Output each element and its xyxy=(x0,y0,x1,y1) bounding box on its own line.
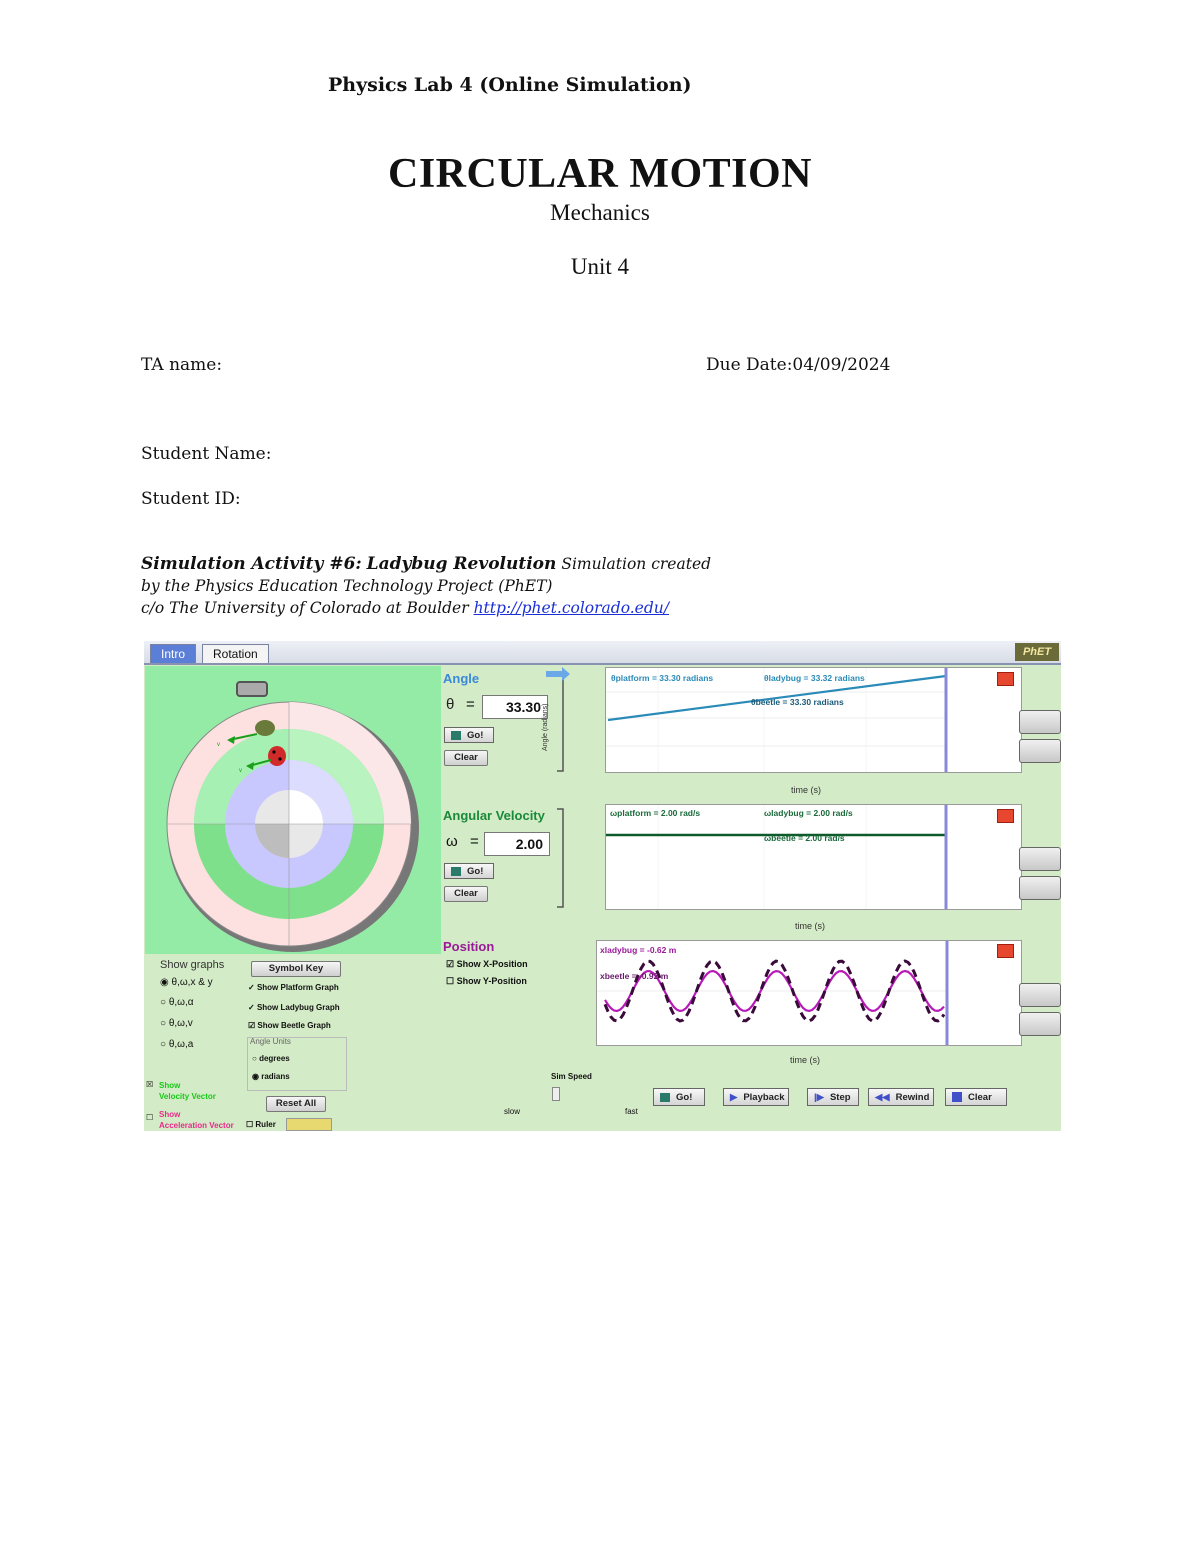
angvel-readout-ladybug: ωladybug = 2.00 rad/s xyxy=(764,808,853,818)
angle-readout-ladybug: θladybug = 33.32 radians xyxy=(764,673,865,683)
angvel-bracket xyxy=(549,807,571,909)
angle-go-button[interactable]: Go! xyxy=(444,727,494,743)
theta-symbol: θ xyxy=(446,696,455,713)
symbol-key-button[interactable]: Symbol Key xyxy=(251,961,341,977)
activity-label: Simulation Activity #6: xyxy=(141,554,362,574)
angle-equals: = xyxy=(466,696,475,713)
sim-speed-slider[interactable] xyxy=(552,1087,560,1101)
student-id-field: Student ID: xyxy=(141,489,241,509)
zoom-horizontal-button[interactable] xyxy=(1019,1012,1061,1036)
position-title: Position xyxy=(443,939,495,954)
show-ladybug-graph-checkbox[interactable]: ✓ Show Ladybug Graph xyxy=(248,1003,340,1012)
zoom-horizontal-button[interactable] xyxy=(1019,876,1061,900)
velocity-vector-checkbox[interactable]: ☒ xyxy=(146,1080,154,1089)
radio-theta-omega-alpha[interactable]: ○ θ,ω,α xyxy=(160,997,194,1008)
position-graph xyxy=(596,940,1022,1046)
activity-description xyxy=(141,553,711,619)
rotating-platform[interactable] xyxy=(145,666,441,954)
ladybug-icon xyxy=(268,746,286,766)
angvel-input[interactable]: 2.00 xyxy=(484,832,550,856)
show-x-position-checkbox[interactable]: ☑ Show X-Position xyxy=(446,959,528,969)
tab-bar xyxy=(144,641,1061,665)
angle-input[interactable]: 33.30 xyxy=(482,695,548,719)
angle-readout-beetle: θbeetle = 33.30 radians xyxy=(751,697,844,707)
angvel-equals: = xyxy=(470,833,479,850)
activity-line2: by the Physics Education Technology Project (PhET) xyxy=(141,577,553,595)
position-readout-ladybug: xladybug = -0.62 m xyxy=(600,945,677,955)
tab-rotation[interactable]: Rotation xyxy=(202,644,269,663)
angvel-go-button[interactable]: Go! xyxy=(444,863,494,879)
radio-radians[interactable]: ◉ radians xyxy=(252,1072,290,1081)
playback-button[interactable]: ▶ Playback xyxy=(723,1088,789,1106)
speed-slow-label: slow xyxy=(504,1107,521,1116)
sim-speed-label: Sim Speed xyxy=(551,1072,592,1081)
position-xlabel: time (s) xyxy=(790,1055,820,1065)
phet-link[interactable]: http://phet.colorado.edu/ xyxy=(473,599,669,617)
unit-label: Unit 4 xyxy=(570,254,630,279)
zoom-vertical-button[interactable] xyxy=(1019,710,1061,734)
show-graphs-label: Show graphs xyxy=(160,959,225,971)
arrow-icon xyxy=(544,667,572,681)
minimize-graph-icon[interactable] xyxy=(997,809,1014,823)
tab-intro[interactable]: Intro xyxy=(150,644,196,663)
beetle-icon xyxy=(255,720,275,736)
radio-degrees[interactable]: ○ degrees xyxy=(252,1054,290,1063)
radio-theta-omega-xy[interactable]: ◉ θ,ω,x & y xyxy=(160,977,213,988)
svg-text:v: v xyxy=(239,768,242,774)
page-title: CIRCULAR MOTION xyxy=(387,151,812,197)
radio-theta-omega-a[interactable]: ○ θ,ω,a xyxy=(160,1039,194,1050)
show-y-position-checkbox[interactable]: ☐ Show Y-Position xyxy=(446,976,527,986)
step-button[interactable]: |▶ Step xyxy=(807,1088,859,1106)
angvel-clear-button[interactable]: Clear xyxy=(444,886,488,902)
subtitle: Mechanics xyxy=(550,200,650,225)
radio-theta-omega-v[interactable]: ○ θ,ω,v xyxy=(160,1018,193,1029)
angle-units-label: Angle Units xyxy=(250,1037,291,1046)
simulation-screenshot xyxy=(144,641,1061,1131)
activity-line3: c/o The University of Colorado at Boulder xyxy=(141,599,469,617)
angvel-title: Angular Velocity xyxy=(443,808,545,823)
angle-ylabel: Angle (radians) xyxy=(542,703,549,751)
svg-text:v: v xyxy=(217,742,220,748)
minimize-graph-icon[interactable] xyxy=(997,944,1014,958)
show-platform-graph-checkbox[interactable]: ✓ Show Platform Graph xyxy=(248,983,339,992)
go-button[interactable]: Go! xyxy=(653,1088,705,1106)
velocity-vector-label: Show Velocity Vector xyxy=(159,1081,216,1101)
show-beetle-graph-checkbox[interactable]: ☑ Show Beetle Graph xyxy=(248,1021,331,1030)
omega-symbol: ω xyxy=(446,833,458,850)
acceleration-vector-label: Show Acceleration Vector xyxy=(159,1110,234,1130)
angvel-readout-beetle: ωbeetle = 2.00 rad/s xyxy=(764,833,845,843)
angle-readout-platform: θplatform = 33.30 radians xyxy=(611,673,714,683)
acceleration-vector-checkbox[interactable]: ☐ xyxy=(146,1113,154,1122)
zoom-horizontal-button[interactable] xyxy=(1019,739,1061,763)
angle-clear-button[interactable]: Clear xyxy=(444,750,488,766)
reset-all-button[interactable]: Reset All xyxy=(266,1096,326,1112)
zoom-vertical-button[interactable] xyxy=(1019,847,1061,871)
rewind-button[interactable]: ◀◀ Rewind xyxy=(868,1088,934,1106)
zoom-vertical-button[interactable] xyxy=(1019,983,1061,1007)
phet-logo: PhET xyxy=(1015,643,1059,661)
position-curves xyxy=(597,941,1021,1045)
page-header: Physics Lab 4 (Online Simulation) xyxy=(328,74,692,96)
activity-line1: Simulation created xyxy=(561,555,712,573)
activity-name: Ladybug Revolution xyxy=(366,554,557,574)
ruler-checkbox[interactable]: ☐ Ruler xyxy=(246,1120,276,1129)
student-name-field: Student Name: xyxy=(141,444,272,464)
speed-fast-label: fast xyxy=(625,1107,638,1116)
minimize-graph-icon[interactable] xyxy=(997,672,1014,686)
angle-bracket xyxy=(549,671,571,773)
due-date: Due Date:04/09/2024 xyxy=(706,355,891,375)
clear-button[interactable]: Clear xyxy=(945,1088,1007,1106)
ta-name-field: TA name: xyxy=(141,355,223,375)
angvel-readout-platform: ωplatform = 2.00 rad/s xyxy=(610,808,701,818)
position-readout-beetle: xbeetle = -0.92 m xyxy=(600,971,669,981)
play-area xyxy=(145,666,441,954)
angvel-xlabel: time (s) xyxy=(795,921,825,931)
angle-title: Angle xyxy=(443,671,480,686)
angvel-graph xyxy=(605,804,1022,910)
ruler-icon xyxy=(286,1118,332,1131)
angle-xlabel: time (s) xyxy=(791,785,821,795)
